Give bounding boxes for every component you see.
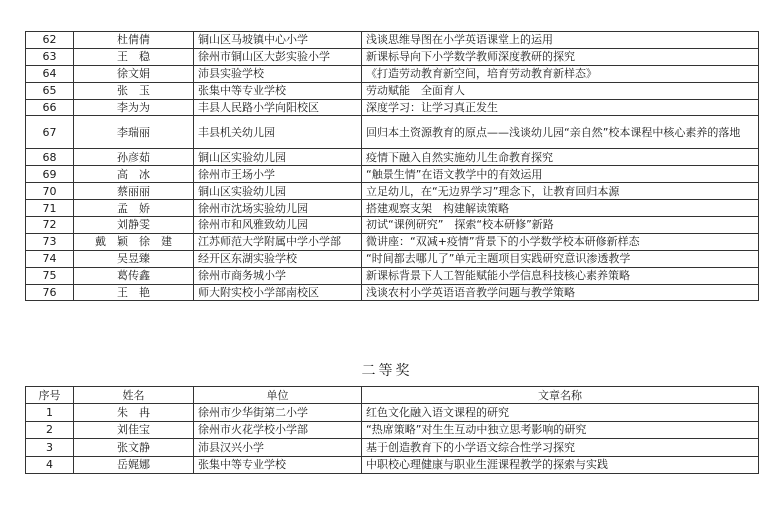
cell-name: 李为为 xyxy=(74,99,194,116)
cell-unit: 江苏师范大学附属中学小学部 xyxy=(194,233,362,250)
table-row xyxy=(26,217,759,234)
table-row xyxy=(26,404,759,421)
cell-unit: 徐州市火花学校小学部 xyxy=(194,421,362,438)
cell-unit: 师大附实校小学部南校区 xyxy=(194,284,362,301)
table-row xyxy=(26,99,759,116)
cell-name: 李瑞丽 xyxy=(74,116,194,149)
cell-name: 孙彦茹 xyxy=(74,149,194,166)
table-row xyxy=(26,284,759,301)
cell-name: 葛传鑫 xyxy=(74,267,194,284)
cell-title: 劳动赋能 全面育人 xyxy=(362,82,759,99)
cell-title: 浅谈思维导图在小学英语课堂上的运用 xyxy=(362,32,759,49)
cell-unit: 徐州市沈场实验幼儿园 xyxy=(194,200,362,217)
table-row xyxy=(26,456,759,473)
cell-unit: 丰县人民路小学向阳校区 xyxy=(194,99,362,116)
cell-unit: 徐州市和风雅致幼儿园 xyxy=(194,217,362,234)
cell-title: 疫情下融入自然实施幼儿生命教育探究 xyxy=(362,149,759,166)
table-row xyxy=(26,166,759,183)
cell-no: 4 xyxy=(26,456,74,473)
table-row xyxy=(26,149,759,166)
cell-unit: 沛县实验学校 xyxy=(194,65,362,82)
table-header-row xyxy=(26,387,759,404)
cell-unit: 徐州市商务城小学 xyxy=(194,267,362,284)
cell-unit: 经开区东湖实验学校 xyxy=(194,250,362,267)
cell-name: 刘佳宝 xyxy=(74,421,194,438)
cell-name: 张 玉 xyxy=(74,82,194,99)
cell-title: “热席策略”对生生互动中独立思考影响的研究 xyxy=(362,421,759,438)
table-row xyxy=(26,82,759,99)
cell-unit: 铜山区实验幼儿园 xyxy=(194,183,362,200)
cell-unit: 丰县机关幼儿园 xyxy=(194,116,362,149)
cell-name: 吴昱臻 xyxy=(74,250,194,267)
cell-title: 新课标导向下小学数学教师深度教研的探究 xyxy=(362,48,759,65)
table-row xyxy=(26,233,759,250)
cell-no: 62 xyxy=(26,32,74,49)
cell-name: 岳娓娜 xyxy=(74,456,194,473)
cell-name: 戴 颖 徐 建 xyxy=(74,233,194,250)
cell-no: 1 xyxy=(26,404,74,421)
table-row xyxy=(26,183,759,200)
cell-name: 徐文娟 xyxy=(74,65,194,82)
cell-title: 中职校心理健康与职业生涯课程教学的探索与实践 xyxy=(362,456,759,473)
cell-no: 68 xyxy=(26,149,74,166)
cell-name: 王 稳 xyxy=(74,48,194,65)
cell-title: 回归本土资源教育的原点——浅谈幼儿园“亲自然”校本课程中核心素养的落地 xyxy=(362,116,759,149)
cell-title: 基于创造教育下的小学语文综合性学习探究 xyxy=(362,439,759,456)
cell-unit: 铜山区马坡镇中心小学 xyxy=(194,32,362,49)
header-unit: 单位 xyxy=(194,387,362,404)
cell-name: 刘静雯 xyxy=(74,217,194,234)
cell-title: 微讲座：“双减+疫情”背景下的小学数学校本研修新样态 xyxy=(362,233,759,250)
cell-unit: 徐州市铜山区大彭实验小学 xyxy=(194,48,362,65)
cell-name: 孟 娇 xyxy=(74,200,194,217)
cell-name: 朱 冉 xyxy=(74,404,194,421)
cell-name: 蔡丽丽 xyxy=(74,183,194,200)
table-row xyxy=(26,32,759,49)
table-row xyxy=(26,250,759,267)
section-title-second-prize: 二等奖 xyxy=(361,363,413,379)
cell-unit: 张集中等专业学校 xyxy=(194,82,362,99)
cell-title: 新课标背景下人工智能赋能小学信息科技核心素养策略 xyxy=(362,267,759,284)
cell-name: 张文静 xyxy=(74,439,194,456)
table-row xyxy=(26,116,759,149)
cell-unit: 徐州市王场小学 xyxy=(194,166,362,183)
cell-no: 3 xyxy=(26,439,74,456)
cell-no: 76 xyxy=(26,284,74,301)
cell-title: “触景生情”在语文教学中的有效运用 xyxy=(362,166,759,183)
table-row xyxy=(26,439,759,456)
cell-title: 深度学习：让学习真正发生 xyxy=(362,99,759,116)
cell-no: 65 xyxy=(26,82,74,99)
cell-name: 杜倩倩 xyxy=(74,32,194,49)
cell-no: 67 xyxy=(26,116,74,149)
cell-unit: 铜山区实验幼儿园 xyxy=(194,149,362,166)
award-table-second-prize xyxy=(25,386,759,474)
table-row xyxy=(26,65,759,82)
cell-no: 71 xyxy=(26,200,74,217)
cell-no: 2 xyxy=(26,421,74,438)
cell-no: 66 xyxy=(26,99,74,116)
cell-title: “时间都去哪儿了”单元主题项目实践研究意识渗透教学 xyxy=(362,250,759,267)
cell-no: 69 xyxy=(26,166,74,183)
cell-no: 75 xyxy=(26,267,74,284)
cell-unit: 沛县汉兴小学 xyxy=(194,439,362,456)
cell-title: 浅谈农村小学英语语音教学问题与教学策略 xyxy=(362,284,759,301)
cell-no: 64 xyxy=(26,65,74,82)
table-row xyxy=(26,421,759,438)
cell-name: 高 冰 xyxy=(74,166,194,183)
header-title: 文章名称 xyxy=(362,387,759,404)
cell-title: 搭建观察支架 构建解读策略 xyxy=(362,200,759,217)
table-row xyxy=(26,200,759,217)
cell-unit: 张集中等专业学校 xyxy=(194,456,362,473)
cell-name: 王 艳 xyxy=(74,284,194,301)
cell-no: 74 xyxy=(26,250,74,267)
header-no: 序号 xyxy=(26,387,74,404)
cell-no: 63 xyxy=(26,48,74,65)
cell-no: 73 xyxy=(26,233,74,250)
cell-unit: 徐州市少华街第二小学 xyxy=(194,404,362,421)
cell-title: 红色文化融入语文课程的研究 xyxy=(362,404,759,421)
table-row xyxy=(26,48,759,65)
cell-no: 70 xyxy=(26,183,74,200)
header-name: 姓名 xyxy=(74,387,194,404)
cell-title: 《打造劳动教育新空间，培育劳动教育新样态》 xyxy=(362,65,759,82)
cell-title: 初试“课例研究” 探索“校本研修”新路 xyxy=(362,217,759,234)
cell-no: 72 xyxy=(26,217,74,234)
award-table-first-prize-continued xyxy=(25,31,759,301)
cell-title: 立足幼儿，在“无边界学习”理念下，让教育回归本源 xyxy=(362,183,759,200)
table-row xyxy=(26,267,759,284)
